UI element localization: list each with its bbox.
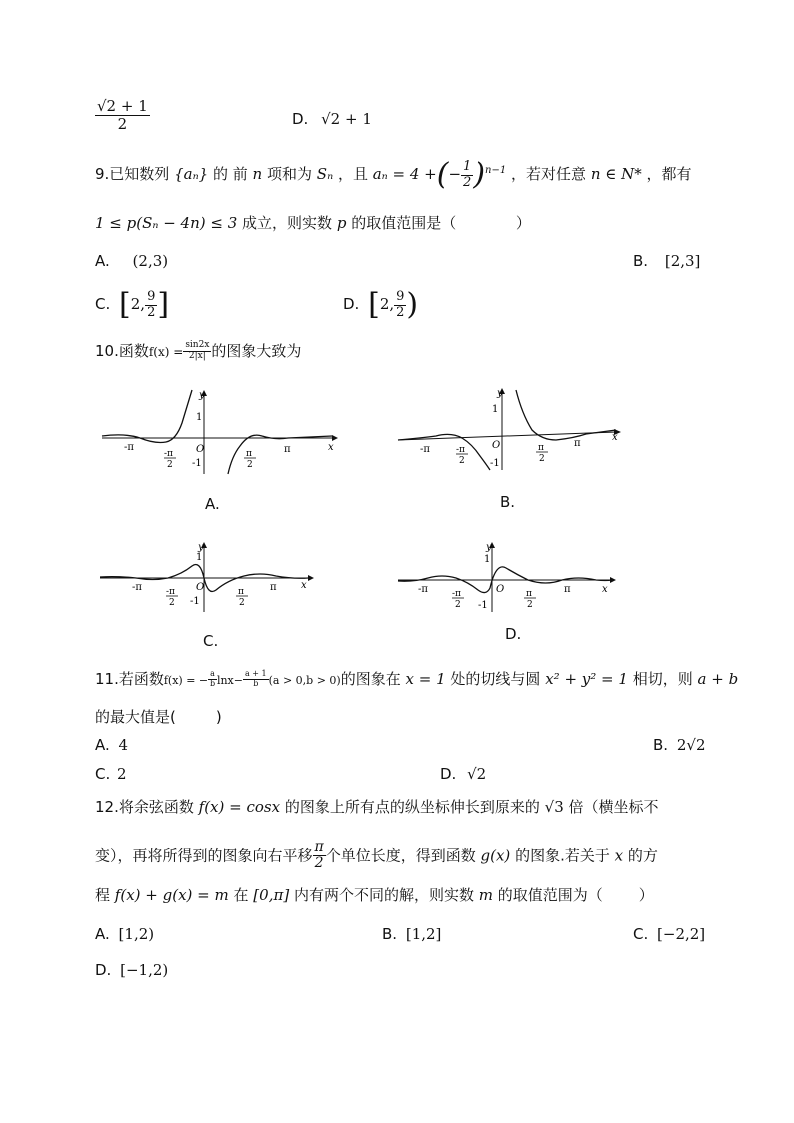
q9-exp: n−1 (485, 165, 507, 176)
q9-d-frac-num: 9 (396, 289, 405, 305)
q11-prefix: 11.若函数 (95, 670, 164, 688)
graph-c-tick-neg-pi-half: -π (166, 587, 175, 597)
q9-a-value: (2,3) (132, 252, 169, 270)
q10-graph-d (396, 540, 624, 616)
q12-a-value: [1,2) (118, 925, 155, 943)
graph-a-tick-pi-half: π (246, 449, 252, 459)
q9-t7: 的取值范围是（ (351, 214, 457, 232)
q12-l2a: 变），再将所得到的图象向右平移 (95, 846, 313, 865)
q11-c-value: 2 (117, 765, 127, 783)
graph-a-y-label: y (199, 390, 205, 401)
q12-stem-line1 (95, 796, 659, 817)
q12-l3b: 在 (233, 886, 249, 904)
graph-d-tick-neg1: -1 (478, 600, 488, 611)
q12-option-b[interactable] (382, 925, 441, 943)
q12-option-d[interactable] (95, 961, 168, 979)
q9-n: n (252, 165, 263, 183)
graph-c-tick-half-den: 2 (239, 598, 245, 608)
q8-d-label: D. (292, 110, 309, 128)
q9-stem-line1 (95, 157, 692, 192)
q11-d-value: √2 (467, 765, 487, 783)
q9-d-frac-den: 2 (396, 304, 405, 320)
q12-d-value: [−1,2) (120, 961, 169, 979)
q12-fx-eq: f(x) = cosx (198, 798, 281, 816)
q9-t1: 的 前 (212, 165, 248, 183)
q11-stem-line1 (95, 668, 738, 689)
graph-c-tick-pi: π (270, 582, 277, 593)
graph-d-origin: O (496, 584, 505, 595)
q12-l3e: ） (638, 886, 654, 904)
q12-l1c: 倍（横坐标不 (568, 798, 659, 816)
graph-a-origin: O (196, 444, 205, 455)
q12-l2b: 个单位长度，得到函数 (325, 846, 476, 865)
q11-option-a[interactable] (95, 736, 128, 754)
graph-a-tick-half-den: 2 (247, 460, 253, 470)
graph-d-x-label: x (602, 584, 608, 595)
graph-d-tick-half-den: 2 (527, 600, 533, 610)
q9-t2: 项和为 (267, 165, 313, 183)
q11-circle: x² + y² = 1 (545, 670, 628, 688)
q11-option-d[interactable] (440, 765, 486, 783)
q12-stem-line3 (95, 884, 654, 905)
q9-t6: 成立，则实数 (242, 214, 333, 232)
q9-option-c[interactable]: C. [2, $\frac{9}{2}$ ] (95, 287, 170, 322)
q11-option-b[interactable] (653, 736, 706, 754)
q9-c-label: C. (95, 295, 111, 313)
q9-d-label: D. (343, 295, 360, 313)
q10-suffix: 的图象大致为 (211, 342, 302, 360)
q10-graph-b (396, 386, 626, 472)
q9-nN: n ∈ N* (590, 165, 642, 183)
q11-a-label: A. (95, 736, 110, 754)
graph-b-tick-pi-half: π (538, 443, 544, 453)
q9-prefix: 9.已知数列 (95, 165, 170, 183)
q8-c-denominator: 2 (117, 114, 128, 133)
graph-b-x-axis (398, 432, 616, 440)
graph-b-origin: O (492, 440, 501, 451)
graph-b-tick-1: 1 (492, 404, 499, 415)
q9-c-frac-den: 2 (147, 304, 156, 320)
q12-gx: g(x) (480, 846, 511, 865)
q9-p: p (336, 214, 347, 232)
q12-l2d: 的方 (627, 846, 658, 865)
graph-a-tick-neg-half-den: 2 (167, 460, 173, 470)
q9-option-b[interactable] (633, 252, 700, 270)
q12-two: 2 (314, 855, 324, 872)
q9-Sn: Sₙ (316, 165, 334, 183)
graph-d-tick-pi: π (564, 584, 571, 595)
graph-d-tick-pi-half: π (526, 589, 532, 599)
graph-c-x-label: x (301, 580, 307, 591)
graph-c-tick-neg-pi: -π (132, 582, 142, 593)
q12-x: x (614, 846, 624, 865)
q11-t3: 相切，则 (632, 670, 693, 688)
q11-lnx: lnx− (216, 674, 243, 687)
q9-stem-line2 (95, 212, 531, 233)
q12-c-value: [−2,2] (657, 925, 706, 943)
graph-a-tick-1: 1 (196, 412, 203, 423)
q12-pi: π (314, 839, 324, 855)
graph-a-x-label: x (328, 442, 334, 453)
graph-a-tick-neg-pi-half: -π (164, 449, 173, 459)
graph-c-tick-neg1: -1 (190, 596, 200, 607)
q12-l3a: 程 (95, 886, 111, 904)
graph-a-tick-neg-pi: -π (124, 442, 134, 453)
graph-d-tick-neg-half-den: 2 (455, 600, 461, 610)
q9-an: {aₙ} (174, 165, 209, 183)
q11-fx: f(x) = − (163, 674, 209, 687)
q10-den: 2|x| (188, 351, 206, 361)
q11-a: a (210, 669, 215, 679)
q12-l1b: 的图象上所有点的纵坐标伸长到原来的 (284, 798, 540, 816)
q8-option-d[interactable] (292, 110, 372, 128)
q12-l3d: 的取值范围为（ (497, 886, 603, 904)
graph-b-y-label: y (497, 388, 503, 399)
q9-option-a[interactable] (95, 252, 168, 270)
q12-sqrt3: √3 (544, 798, 564, 816)
q11-t1: 的图象在 (340, 670, 401, 688)
q11-a1: a + 1 (244, 669, 267, 679)
graph-c-x-arrow-icon (308, 575, 314, 581)
q10-stem (95, 340, 301, 362)
graph-b-tick-neg-pi: -π (420, 444, 430, 455)
q9-a-label: A. (95, 252, 110, 270)
q12-option-c[interactable] (633, 925, 705, 943)
q9-formula: aₙ = 4 +(− $\frac{1}{2}$ )$^{n-1}$ (372, 157, 507, 192)
q11-x1: x = 1 (405, 670, 446, 688)
graph-a-tick-neg1: -1 (192, 458, 202, 469)
q12-b-value: [1,2] (405, 925, 442, 943)
graph-b-tick-pi: π (574, 438, 581, 449)
q12-stem-line2 (95, 840, 658, 872)
q11-stem-line2 (95, 706, 222, 727)
q10-label-d[interactable]: D. (505, 625, 522, 643)
q12-l1a: 12.将余弦函数 (95, 798, 194, 816)
q12-d-label: D. (95, 961, 112, 979)
q9-b-value: [2,3] (664, 252, 701, 270)
q9-frac-num: 1 (463, 159, 472, 175)
q9-b-label: B. (633, 252, 649, 270)
q9-formula-lhs: aₙ = 4 + (372, 165, 437, 183)
q10-graph-a (100, 388, 340, 476)
q11-b-value: 2√2 (676, 736, 706, 754)
q10-graph-c (98, 540, 323, 616)
q11-b: b (209, 679, 216, 688)
q11-t4: 的最大值是( (95, 708, 176, 726)
graph-d-tick-neg-pi-half: -π (452, 589, 461, 599)
q8-d-value: √2 + 1 (321, 110, 372, 128)
graph-c-tick-1: 1 (196, 552, 203, 563)
q11-option-c[interactable] (95, 765, 127, 783)
q12-b-label: B. (382, 925, 398, 943)
graph-b-tick-neg-half-den: 2 (459, 456, 465, 466)
q10-num: sin2x (185, 340, 210, 351)
q9-ineq: 1 ≤ p(Sₙ − 4n) ≤ 3 (95, 214, 238, 232)
q9-t8: ） (515, 214, 531, 232)
graph-d-tick-1: 1 (484, 554, 491, 565)
q12-m: m (478, 886, 493, 904)
graph-a-x-arrow-icon (332, 435, 338, 441)
q9-t4: ，若对任意 (511, 165, 587, 183)
graph-b-tick-neg-pi-half: -π (456, 445, 465, 455)
q12-a-label: A. (95, 925, 110, 943)
graph-b-tick-neg1: -1 (490, 458, 500, 469)
q10-label-b[interactable]: B. (500, 493, 516, 511)
q10-prefix: 10.函数 (95, 342, 149, 360)
q11-a-value: 4 (118, 736, 129, 754)
q10-fx: f(x) = (148, 345, 184, 359)
q9-frac-den: 2 (463, 174, 472, 190)
q12-l2c: 的图象.若关于 (515, 846, 610, 865)
q10-label-a[interactable]: A. (205, 495, 220, 513)
q11-cond: (a > 0,b > 0) (268, 674, 341, 687)
graph-c-y-label: y (198, 542, 204, 553)
graph-c-tick-pi-half: π (238, 587, 244, 597)
graph-d-y-label: y (486, 542, 492, 553)
q12-interval: [0,π] (253, 886, 290, 904)
graph-b-curve-right (516, 390, 616, 440)
q11-b2: b (253, 679, 259, 688)
q11-d-label: D. (440, 765, 457, 783)
graph-b-tick-half-den: 2 (539, 454, 545, 464)
q12-c-label: C. (633, 925, 649, 943)
q9-c-frac-num: 9 (147, 289, 156, 305)
graph-b-x-label: x (612, 432, 618, 443)
q11-c-label: C. (95, 765, 111, 783)
q8-c-numerator: √2 + 1 (97, 97, 148, 115)
q11-t5: ) (215, 708, 222, 726)
graph-a-curve-right (228, 435, 332, 474)
q9-t3: ，且 (337, 165, 368, 183)
graph-c-tick-neg-half-den: 2 (169, 598, 175, 608)
q8-option-c-fraction (95, 98, 150, 132)
q9-option-d[interactable]: D. [2, $\frac{9}{2}$ ) (343, 287, 419, 322)
q11-b-label: B. (653, 736, 669, 754)
q11-t2: 处的切线与圆 (450, 670, 541, 688)
graph-a-curve-left (102, 390, 192, 443)
graph-d-tick-neg-pi: -π (418, 584, 428, 595)
q9-t5: ，都有 (646, 165, 692, 183)
q11-ab: a + b (697, 670, 739, 688)
graph-c-origin: O (196, 582, 205, 593)
q12-option-a[interactable] (95, 925, 154, 943)
graph-a-tick-pi: π (284, 444, 291, 455)
q10-label-c[interactable]: C. (203, 632, 219, 650)
q12-l3c: 内有两个不同的解，则实数 (293, 886, 474, 904)
q12-eq: f(x) + g(x) = m (114, 886, 229, 904)
